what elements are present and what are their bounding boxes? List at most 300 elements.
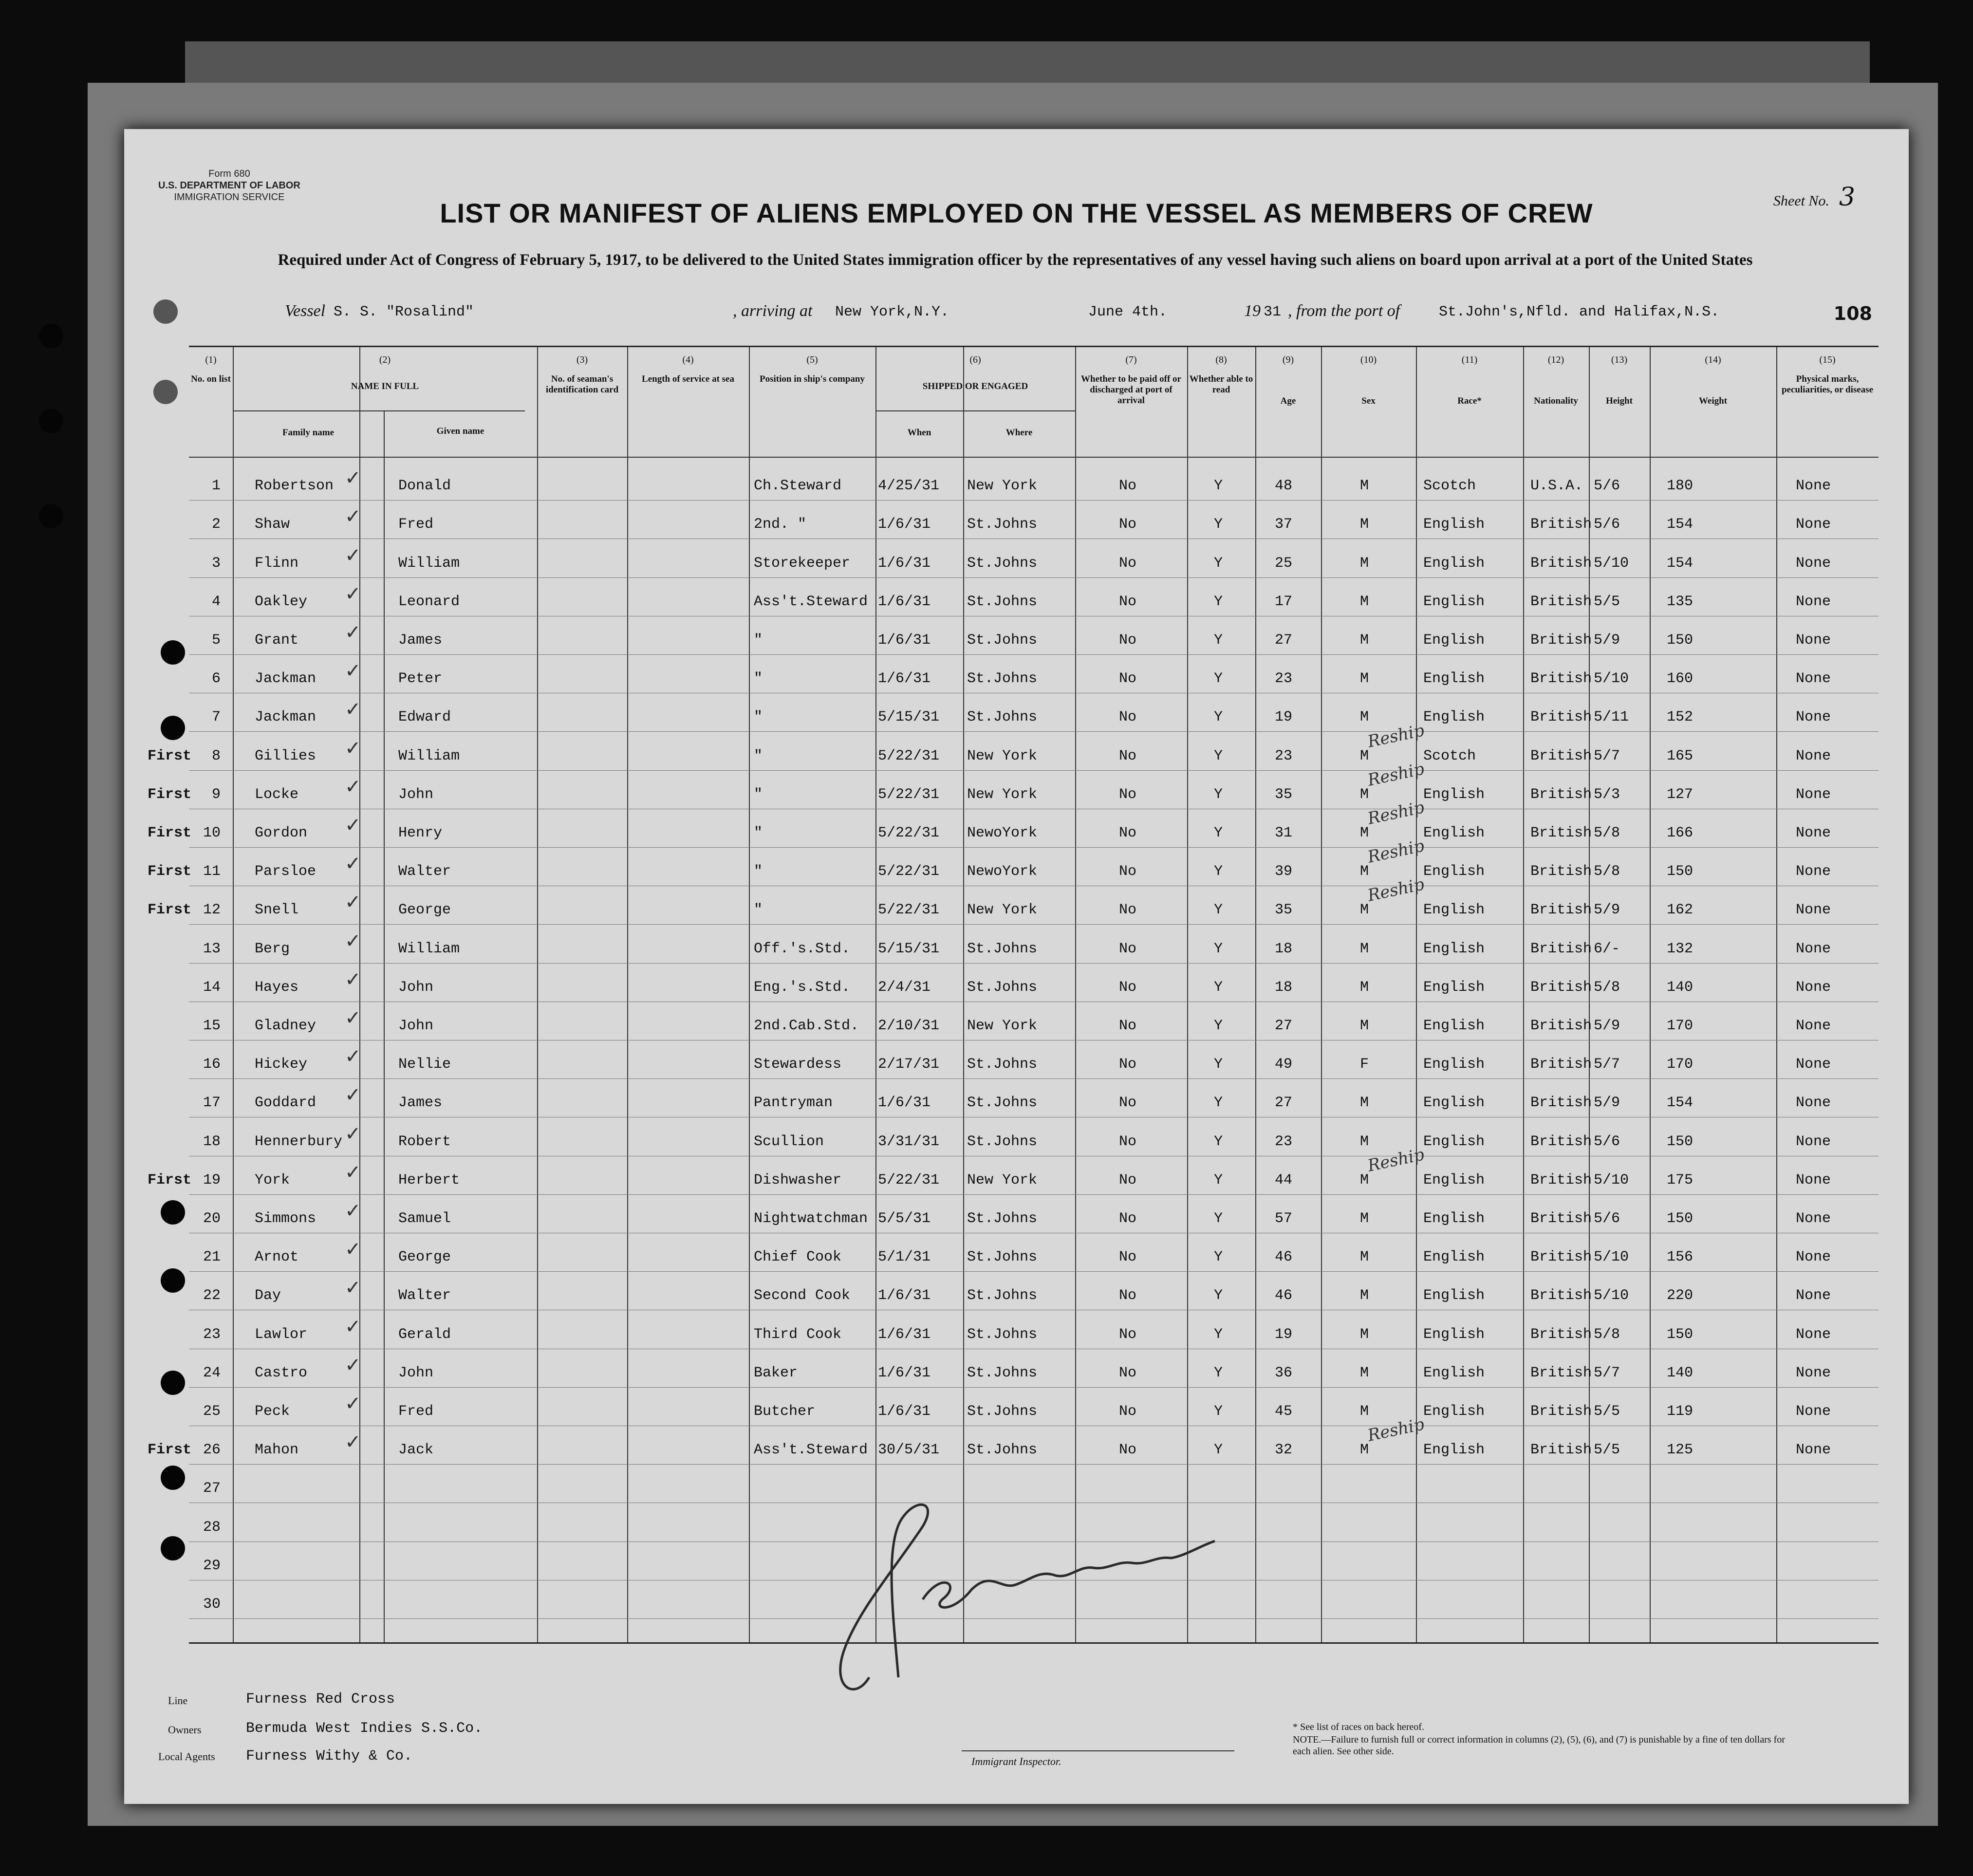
column-number: (1) — [205, 354, 217, 365]
weight: 154 — [1667, 516, 1694, 533]
age: 18 — [1275, 940, 1293, 957]
shipped-when: 5/22/31 — [878, 825, 940, 841]
paid-off: No — [1119, 825, 1137, 841]
nationality: British — [1530, 940, 1592, 957]
given-name: Nellie — [398, 1056, 451, 1073]
physical-marks: None — [1796, 747, 1831, 764]
sex: M — [1360, 1171, 1369, 1189]
list-number: 20 — [203, 1210, 221, 1227]
name-split-rule — [384, 410, 385, 1642]
column-rule — [1255, 347, 1256, 1642]
able-to-read: Y — [1214, 1287, 1223, 1304]
owners-value: Bermuda West Indies S.S.Co. — [246, 1720, 483, 1737]
physical-marks: None — [1796, 1056, 1831, 1073]
list-number: 13 — [203, 940, 221, 957]
shipped-where: St.Johns — [967, 516, 1038, 533]
position: Nightwatchman — [754, 1210, 868, 1227]
weight: 119 — [1667, 1403, 1694, 1420]
column-header: No. of seaman's identification card — [545, 374, 619, 395]
shipped-when: 5/22/31 — [878, 863, 940, 880]
sex: M — [1360, 478, 1369, 495]
weight: 140 — [1667, 1364, 1694, 1381]
position: " — [754, 747, 763, 764]
sex: M — [1360, 825, 1369, 841]
position: " — [754, 670, 763, 687]
physical-marks: None — [1796, 1403, 1831, 1420]
name-subheader-rule — [233, 410, 525, 411]
sex: M — [1360, 786, 1369, 803]
shipped-where: St.Johns — [967, 1442, 1038, 1459]
column-number: (2) — [379, 354, 391, 365]
checkmark-icon: ✓ — [345, 1354, 361, 1376]
checkmark-icon: ✓ — [345, 621, 361, 644]
height: 5/9 — [1594, 1018, 1620, 1034]
able-to-read: Y — [1214, 825, 1223, 841]
position: " — [754, 825, 763, 841]
nationality: British — [1530, 1210, 1592, 1227]
position: Eng.'s.Std. — [754, 979, 851, 996]
family-name: Hickey — [255, 1056, 308, 1073]
punch-hole — [161, 1268, 185, 1293]
family-name: Simmons — [255, 1210, 316, 1227]
family-name: Oakley — [255, 593, 308, 610]
form-id: Form 680 U.S. DEPARTMENT OF LABOR IMMIGRATION SERVICE — [158, 168, 300, 203]
punch-hole — [39, 504, 63, 528]
reship-annotation: Reship — [1366, 836, 1426, 867]
height: 5/10 — [1594, 555, 1629, 572]
family-name: Parsloe — [255, 863, 316, 880]
race: English — [1423, 516, 1485, 533]
age: 19 — [1275, 1326, 1293, 1343]
shipped-when: 5/15/31 — [878, 940, 940, 957]
sex: M — [1360, 1249, 1369, 1266]
position: 2nd.Cab.Std. — [754, 1018, 859, 1034]
row-rule — [189, 1464, 1879, 1465]
physical-marks: None — [1796, 709, 1831, 726]
shipped-when: 1/6/31 — [878, 1095, 931, 1112]
weight: 125 — [1667, 1442, 1694, 1459]
able-to-read: Y — [1214, 1403, 1223, 1420]
checkmark-icon: ✓ — [345, 1200, 361, 1222]
nationality: British — [1530, 709, 1592, 726]
sex: M — [1360, 1133, 1369, 1150]
family-name: Flinn — [255, 555, 299, 572]
given-name: John — [398, 1364, 434, 1381]
sex: M — [1360, 593, 1369, 610]
given-name: Fred — [398, 516, 434, 533]
age: 45 — [1275, 1403, 1293, 1420]
list-number: 28 — [203, 1519, 221, 1536]
shipped-where: NewoYork — [967, 825, 1038, 841]
age: 49 — [1275, 1056, 1293, 1073]
shipped-where: New York — [967, 1018, 1038, 1034]
page-subtitle: Required under Act of Congress of February 5, 1917, to be delivered to the United States immigration officer by the representatives of any vessel having such aliens on board upon arrival at a port of the United States — [278, 251, 1753, 269]
nationality: British — [1530, 1056, 1592, 1073]
column-header: Length of service at sea — [642, 374, 734, 384]
paid-off: No — [1119, 1210, 1137, 1227]
checkmark-icon: ✓ — [345, 814, 361, 836]
race: Scotch — [1423, 747, 1476, 764]
checkmark-icon: ✓ — [345, 544, 361, 567]
age: 27 — [1275, 1018, 1293, 1034]
able-to-read: Y — [1214, 1018, 1223, 1034]
list-number: 5 — [211, 632, 221, 649]
shipped-when: 5/5/31 — [878, 1210, 931, 1227]
race: English — [1423, 1171, 1485, 1189]
given-name: Donald — [398, 478, 451, 495]
family-name: Shaw — [255, 516, 290, 533]
shipped-when: 5/22/31 — [878, 902, 940, 919]
shipped-when: 1/6/31 — [878, 593, 931, 610]
shipped-where: St.Johns — [967, 1210, 1038, 1227]
race: English — [1423, 1287, 1485, 1304]
given-name: Fred — [398, 1403, 434, 1420]
given-name: Henry — [398, 825, 443, 841]
checkmark-icon: ✓ — [345, 1393, 361, 1415]
family-name: Mahon — [255, 1442, 299, 1459]
nationality: British — [1530, 786, 1592, 803]
sheet-number: Sheet No. 3 — [1773, 183, 1855, 212]
nationality: British — [1530, 670, 1592, 687]
position: Baker — [754, 1364, 798, 1381]
column-number: (8) — [1215, 354, 1227, 365]
shipped-when: 30/5/31 — [878, 1442, 940, 1459]
race: English — [1423, 1095, 1485, 1112]
sex: M — [1360, 516, 1369, 533]
family-name: Jackman — [255, 670, 316, 687]
column-header: SHIPPED OR ENGAGED — [922, 381, 1028, 391]
shipped-where: St.Johns — [967, 1056, 1038, 1073]
shipped-when: 2/10/31 — [878, 1018, 940, 1034]
weight: 150 — [1667, 1326, 1694, 1343]
able-to-read: Y — [1214, 1133, 1223, 1150]
shipped-where: New York — [967, 747, 1038, 764]
list-number: 17 — [203, 1095, 221, 1112]
given-name: Walter — [398, 863, 451, 880]
departure-port: St.John's,Nfld. and Halifax,N.S. — [1439, 304, 1720, 320]
vessel-name: S. S. "Rosalind" — [334, 304, 474, 320]
sex: M — [1360, 709, 1369, 726]
height: 5/10 — [1594, 1249, 1629, 1266]
list-number: 25 — [203, 1403, 221, 1420]
able-to-read: Y — [1214, 1442, 1223, 1459]
given-name: Gerald — [398, 1326, 451, 1343]
list-number: 4 — [211, 593, 221, 610]
family-name: York — [255, 1171, 290, 1189]
position: " — [754, 632, 763, 649]
checkmark-icon: ✓ — [345, 1007, 361, 1029]
race: English — [1423, 863, 1485, 880]
paid-off: No — [1119, 979, 1137, 996]
given-name: James — [398, 632, 443, 649]
age: 18 — [1275, 979, 1293, 996]
able-to-read: Y — [1214, 1249, 1223, 1266]
reship-annotation: Reship — [1366, 798, 1426, 829]
shipped-when: 2/17/31 — [878, 1056, 940, 1073]
list-number: 30 — [203, 1596, 221, 1613]
checkmark-icon: ✓ — [345, 660, 361, 683]
list-number: 29 — [203, 1557, 221, 1574]
list-number: 7 — [211, 709, 221, 726]
class-note: First — [148, 1442, 192, 1459]
column-header: Race* — [1457, 396, 1482, 406]
physical-marks: None — [1796, 902, 1831, 919]
height: 5/6 — [1594, 1210, 1620, 1227]
nationality: British — [1530, 1364, 1592, 1381]
class-note: First — [148, 786, 192, 803]
physical-marks: None — [1796, 1210, 1831, 1227]
shipped-where: St.Johns — [967, 940, 1038, 957]
able-to-read: Y — [1214, 863, 1223, 880]
race: English — [1423, 1249, 1485, 1266]
checkmark-icon: ✓ — [345, 1161, 361, 1184]
list-number: 27 — [203, 1480, 221, 1497]
weight: 170 — [1667, 1018, 1694, 1034]
row-rule — [189, 500, 1879, 501]
race: Scotch — [1423, 478, 1476, 495]
shipped-where: New York — [967, 902, 1038, 919]
paid-off: No — [1119, 1171, 1137, 1189]
family-name: Locke — [255, 786, 299, 803]
race: English — [1423, 1056, 1485, 1073]
checkmark-icon: ✓ — [345, 1431, 361, 1454]
family-name: Robertson — [255, 478, 334, 495]
column-rule — [749, 347, 750, 1642]
race: English — [1423, 786, 1485, 803]
position: " — [754, 709, 763, 726]
height: 5/5 — [1594, 593, 1620, 610]
given-name: William — [398, 747, 460, 764]
paid-off: No — [1119, 902, 1137, 919]
given-name: Peter — [398, 670, 443, 687]
race: English — [1423, 979, 1485, 996]
list-number: 1 — [211, 478, 221, 495]
shipped-when: 1/6/31 — [878, 516, 931, 533]
family-name: Grant — [255, 632, 299, 649]
paid-off: No — [1119, 1056, 1137, 1073]
family-name: Hayes — [255, 979, 299, 996]
reship-annotation: Reship — [1366, 1144, 1426, 1176]
manifest-page — [124, 129, 1909, 1804]
able-to-read: Y — [1214, 1210, 1223, 1227]
sex: M — [1360, 1403, 1369, 1420]
checkmark-icon: ✓ — [345, 737, 361, 760]
shipped-where: St.Johns — [967, 593, 1038, 610]
shipped-subheader-rule — [875, 410, 1075, 411]
list-number: 6 — [211, 670, 221, 687]
position: " — [754, 863, 763, 880]
paid-off: No — [1119, 709, 1137, 726]
weight: 175 — [1667, 1171, 1694, 1189]
list-number: 26 — [203, 1442, 221, 1459]
paid-off: No — [1119, 1287, 1137, 1304]
shipped-when: 1/6/31 — [878, 1364, 931, 1381]
shipped-when: 1/6/31 — [878, 555, 931, 572]
shipped-where: St.Johns — [967, 632, 1038, 649]
shipped-where: St.Johns — [967, 709, 1038, 726]
race: English — [1423, 1364, 1485, 1381]
column-header: Age — [1280, 396, 1296, 406]
column-rule — [1650, 347, 1651, 1642]
paid-off: No — [1119, 863, 1137, 880]
row-rule — [189, 1078, 1879, 1079]
races-note: * See list of races on back hereof. — [1293, 1722, 1424, 1732]
class-note: First — [148, 902, 192, 919]
checkmark-icon: ✓ — [345, 853, 361, 875]
height: 5/10 — [1594, 670, 1629, 687]
sex: M — [1360, 863, 1369, 880]
family-name: Castro — [255, 1364, 308, 1381]
height: 5/9 — [1594, 902, 1620, 919]
given-name: William — [398, 555, 460, 572]
physical-marks: None — [1796, 979, 1831, 996]
age: 35 — [1275, 786, 1293, 803]
paid-off: No — [1119, 1018, 1137, 1034]
list-number: 12 — [203, 902, 221, 919]
shipped-when: 5/22/31 — [878, 1171, 940, 1189]
family-name: Gordon — [255, 825, 308, 841]
weight: 170 — [1667, 1056, 1694, 1073]
list-number: 19 — [203, 1171, 221, 1189]
weight: 135 — [1667, 593, 1694, 610]
given-name: John — [398, 1018, 434, 1034]
column-rule — [1776, 347, 1777, 1642]
nationality: British — [1530, 863, 1592, 880]
shipped-where: St.Johns — [967, 670, 1038, 687]
paid-off: No — [1119, 1095, 1137, 1112]
physical-marks: None — [1796, 593, 1831, 610]
physical-marks: None — [1796, 940, 1831, 957]
age: 46 — [1275, 1287, 1293, 1304]
crew-table — [148, 346, 1879, 1644]
checkmark-icon: ✓ — [345, 1084, 361, 1107]
owners-label: Owners — [168, 1724, 202, 1736]
able-to-read: Y — [1214, 747, 1223, 764]
sex: M — [1360, 902, 1369, 919]
able-to-read: Y — [1214, 632, 1223, 649]
family-name-header: Family name — [282, 427, 335, 438]
column-number: (7) — [1125, 354, 1137, 365]
list-number: 22 — [203, 1287, 221, 1304]
family-name: Day — [255, 1287, 281, 1304]
column-number: (10) — [1360, 354, 1377, 365]
sex: M — [1360, 1018, 1369, 1034]
column-rule — [1416, 347, 1417, 1642]
physical-marks: None — [1796, 1326, 1831, 1343]
shipped-when: 2/4/31 — [878, 979, 931, 996]
reship-annotation: Reship — [1366, 759, 1426, 790]
line-value: Furness Red Cross — [246, 1691, 395, 1708]
family-name: Gladney — [255, 1018, 316, 1034]
given-name: John — [398, 786, 434, 803]
shipped-when: 5/22/31 — [878, 747, 940, 764]
list-number: 8 — [211, 747, 221, 764]
column-number: (6) — [969, 354, 981, 365]
nationality: British — [1530, 516, 1592, 533]
arriving-port: New York,N.Y. — [835, 304, 949, 320]
able-to-read: Y — [1214, 1095, 1223, 1112]
class-note: First — [148, 747, 192, 764]
able-to-read: Y — [1214, 555, 1223, 572]
physical-marks: None — [1796, 1249, 1831, 1266]
able-to-read: Y — [1214, 1326, 1223, 1343]
weight: 162 — [1667, 902, 1694, 919]
list-number: 10 — [203, 825, 221, 841]
arrival-year: 31 — [1264, 304, 1282, 320]
position: Stewardess — [754, 1056, 842, 1073]
list-number: 11 — [203, 863, 221, 880]
race: English — [1423, 1442, 1485, 1459]
column-rule — [537, 347, 538, 1642]
sex: M — [1360, 1326, 1369, 1343]
weight: 154 — [1667, 1095, 1694, 1112]
row-rule — [189, 1194, 1879, 1195]
physical-marks: None — [1796, 863, 1831, 880]
race: English — [1423, 632, 1485, 649]
height: 5/6 — [1594, 516, 1620, 533]
column-number: (9) — [1282, 354, 1294, 365]
when-header: When — [907, 427, 931, 438]
list-number: 23 — [203, 1326, 221, 1343]
list-number: 15 — [203, 1018, 221, 1034]
age: 17 — [1275, 593, 1293, 610]
weight: 150 — [1667, 863, 1694, 880]
physical-marks: None — [1796, 632, 1831, 649]
checkmark-icon: ✓ — [345, 1277, 361, 1300]
checkmark-icon: ✓ — [345, 582, 361, 605]
when-where-rule — [963, 410, 964, 1642]
punch-hole — [161, 1200, 185, 1225]
able-to-read: Y — [1214, 478, 1223, 495]
reship-annotation: Reship — [1366, 1414, 1426, 1446]
shipped-when: 5/15/31 — [878, 709, 940, 726]
position: Storekeeper — [754, 555, 851, 572]
row-rule — [189, 654, 1879, 655]
header-rule — [189, 457, 1879, 458]
family-name: Jackman — [255, 709, 316, 726]
vessel-line: Vessel S. S. "Rosalind" , arriving at New York,N.Y. June 4th. 19 31 , from the port of St.John's,Nfld. and Halifax,N.S. — [285, 302, 1720, 320]
age: 37 — [1275, 516, 1293, 533]
family-name: Berg — [255, 940, 290, 957]
shipped-when: 1/6/31 — [878, 1403, 931, 1420]
shipped-where: St.Johns — [967, 555, 1038, 572]
able-to-read: Y — [1214, 1171, 1223, 1189]
weight: 220 — [1667, 1287, 1694, 1304]
inspector-label: Immigrant Inspector. — [971, 1755, 1061, 1767]
paid-off: No — [1119, 478, 1137, 495]
family-name: Hennerbury — [255, 1133, 343, 1150]
given-name: Leonard — [398, 593, 460, 610]
reship-annotation: Reship — [1366, 874, 1426, 906]
weight: 152 — [1667, 709, 1694, 726]
given-name: Walter — [398, 1287, 451, 1304]
inspector-underline — [962, 1750, 1234, 1751]
nationality: British — [1530, 1249, 1592, 1266]
weight: 150 — [1667, 632, 1694, 649]
shipped-where: St.Johns — [967, 1326, 1038, 1343]
height: 5/5 — [1594, 1442, 1620, 1459]
list-number: 14 — [203, 979, 221, 996]
nationality: British — [1530, 1442, 1592, 1459]
able-to-read: Y — [1214, 940, 1223, 957]
race: English — [1423, 825, 1485, 841]
race: English — [1423, 1326, 1485, 1343]
checkmark-icon: ✓ — [345, 968, 361, 991]
weight: 140 — [1667, 979, 1694, 996]
column-rule — [1075, 347, 1076, 1642]
fine-note: NOTE.—Failure to furnish full or correct information in columns (2), (5), (6), and (7) is punishable by a fine of ten dollars for each alien. See other side. — [1293, 1734, 1785, 1757]
shipped-where: NewoYork — [967, 863, 1038, 880]
